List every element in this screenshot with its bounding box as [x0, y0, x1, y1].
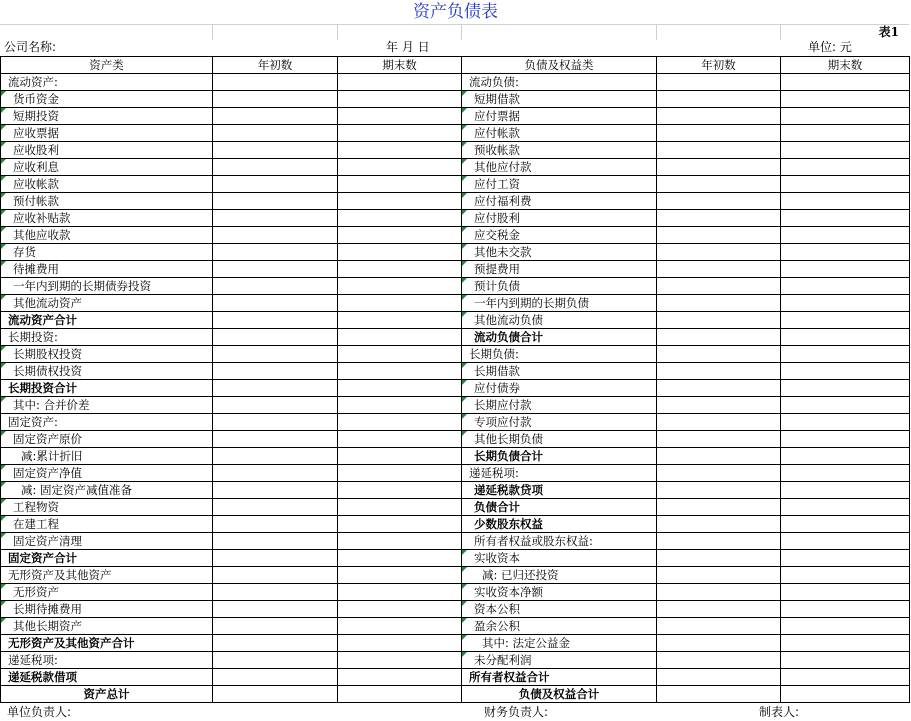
liability-begin-value[interactable]: [657, 91, 781, 108]
liability-begin-value[interactable]: [657, 244, 781, 261]
asset-item-label: 固定资产合计: [1, 550, 213, 567]
table-row: [1, 312, 910, 329]
asset-begin-value[interactable]: [213, 635, 338, 652]
asset-item-label: 固定资产清理: [1, 533, 213, 550]
asset-item-label: 存货: [1, 244, 213, 261]
liability-begin-value[interactable]: [657, 686, 781, 703]
asset-item-label: 长期债权投资: [1, 363, 213, 380]
asset-item-label: 货币资金: [1, 91, 213, 108]
liability-item-label: 未分配利润: [462, 652, 657, 669]
table-row: [1, 431, 910, 448]
asset-item-label: 其中: 合并价差: [1, 397, 213, 414]
liability-item-label: 长期负债合计: [462, 448, 657, 465]
liability-item-label: 其他应付款: [462, 159, 657, 176]
asset-begin-value[interactable]: [213, 618, 338, 635]
table-row: [1, 482, 910, 499]
asset-begin-value[interactable]: [213, 261, 338, 278]
asset-item-label: 工程物资: [1, 499, 213, 516]
liability-begin-value[interactable]: [657, 261, 781, 278]
asset-item-label: 待摊费用: [1, 261, 213, 278]
asset-begin-value[interactable]: [213, 329, 338, 346]
asset-end-value[interactable]: [338, 584, 462, 601]
table-row: [1, 176, 910, 193]
table-row: [1, 329, 910, 346]
liability-end-value[interactable]: [781, 312, 910, 329]
liability-begin-value[interactable]: [657, 652, 781, 669]
liability-end-value[interactable]: [781, 584, 910, 601]
liability-end-value[interactable]: [781, 550, 910, 567]
liability-end-value[interactable]: [781, 482, 910, 499]
footer-preparer: 制表人:: [759, 705, 800, 719]
asset-end-value[interactable]: [338, 380, 462, 397]
liability-item-label: 所有者权益或股东权益:: [462, 533, 657, 550]
liability-end-value[interactable]: [781, 397, 910, 414]
asset-item-label: 固定资产原价: [1, 431, 213, 448]
table-row: [1, 584, 910, 601]
unit-label: 单位: 元: [808, 40, 852, 54]
col-header-assets: 资产类: [1, 57, 213, 74]
table-row: [1, 567, 910, 584]
liability-item-label: 应付票据: [462, 108, 657, 125]
liability-end-value[interactable]: [781, 193, 910, 210]
asset-item-label: 长期投资:: [1, 329, 213, 346]
asset-begin-value[interactable]: [213, 601, 338, 618]
liability-end-value[interactable]: [781, 244, 910, 261]
table-row: [1, 448, 910, 465]
asset-item-label: 资产总计: [1, 686, 213, 703]
liability-end-value[interactable]: [781, 363, 910, 380]
table-row: [1, 261, 910, 278]
table-row: [1, 465, 910, 482]
liability-end-value[interactable]: [781, 74, 910, 91]
table-row: [1, 533, 910, 550]
col-header-begin-liab: 年初数: [657, 57, 781, 74]
asset-end-value[interactable]: [338, 74, 462, 91]
asset-item-label: 无形资产: [1, 584, 213, 601]
asset-begin-value[interactable]: [213, 380, 338, 397]
liability-begin-value[interactable]: [657, 142, 781, 159]
liability-item-label: 递延税款贷项: [462, 482, 657, 499]
asset-begin-value[interactable]: [213, 210, 338, 227]
asset-end-value[interactable]: [338, 227, 462, 244]
liability-end-value[interactable]: [781, 227, 910, 244]
table-row: [1, 159, 910, 176]
liability-begin-value[interactable]: [657, 312, 781, 329]
asset-item-label: 流动资产合计: [1, 312, 213, 329]
table-row: [1, 142, 910, 159]
liability-begin-value[interactable]: [657, 295, 781, 312]
liability-item-label: 盈余公积: [462, 618, 657, 635]
asset-end-value[interactable]: [338, 210, 462, 227]
asset-item-label: 应收票据: [1, 125, 213, 142]
liability-begin-value[interactable]: [657, 380, 781, 397]
asset-item-label: 预付帐款: [1, 193, 213, 210]
asset-end-value[interactable]: [338, 397, 462, 414]
table-row: [1, 635, 910, 652]
liability-item-label: 长期借款: [462, 363, 657, 380]
asset-end-value[interactable]: [338, 176, 462, 193]
liability-item-label: 递延税项:: [462, 465, 657, 482]
liability-begin-value[interactable]: [657, 363, 781, 380]
asset-end-value[interactable]: [338, 618, 462, 635]
liability-item-label: 应付工资: [462, 176, 657, 193]
liability-item-label: 预收帐款: [462, 142, 657, 159]
liability-item-label: 长期应付款: [462, 397, 657, 414]
asset-end-value[interactable]: [338, 516, 462, 533]
asset-item-label: 其他流动资产: [1, 295, 213, 312]
col-header-end-liab: 期末数: [781, 57, 910, 74]
liability-end-value[interactable]: [781, 686, 910, 703]
liability-item-label: 负债及权益合计: [462, 686, 657, 703]
liability-item-label: 专项应付款: [462, 414, 657, 431]
asset-end-value[interactable]: [338, 125, 462, 142]
liability-item-label: 资本公积: [462, 601, 657, 618]
asset-end-value[interactable]: [338, 159, 462, 176]
blank-grid-row: [0, 24, 909, 40]
asset-begin-value[interactable]: [213, 278, 338, 295]
liability-begin-value[interactable]: [657, 448, 781, 465]
table-row: [1, 550, 910, 567]
liability-item-label: 其他未交款: [462, 244, 657, 261]
liability-item-label: 流动负债:: [462, 74, 657, 91]
asset-begin-value[interactable]: [213, 397, 338, 414]
header-row: [1, 57, 910, 74]
asset-item-label: 应收股利: [1, 142, 213, 159]
liability-end-value[interactable]: [781, 261, 910, 278]
table-row: [1, 125, 910, 142]
liability-end-value[interactable]: [781, 448, 910, 465]
col-header-end-assets: 期末数: [338, 57, 462, 74]
liability-begin-value[interactable]: [657, 550, 781, 567]
asset-item-label: 其他长期资产: [1, 618, 213, 635]
asset-item-label: 应收补贴款: [1, 210, 213, 227]
table-row: [1, 499, 910, 516]
liability-begin-value[interactable]: [657, 499, 781, 516]
liability-begin-value[interactable]: [657, 397, 781, 414]
asset-begin-value[interactable]: [213, 431, 338, 448]
asset-end-value[interactable]: [338, 193, 462, 210]
liability-begin-value[interactable]: [657, 567, 781, 584]
liability-begin-value[interactable]: [657, 125, 781, 142]
asset-item-label: 长期投资合计: [1, 380, 213, 397]
asset-item-label: 减: 固定资产减值准备: [1, 482, 213, 499]
table-row: [1, 227, 910, 244]
asset-end-value[interactable]: [338, 278, 462, 295]
asset-begin-value[interactable]: [213, 108, 338, 125]
asset-end-value[interactable]: [338, 533, 462, 550]
asset-item-label: 长期股权投资: [1, 346, 213, 363]
liability-end-value[interactable]: [781, 601, 910, 618]
asset-end-value[interactable]: [338, 550, 462, 567]
asset-end-value[interactable]: [338, 499, 462, 516]
liability-item-label: 负债合计: [462, 499, 657, 516]
table-row: [1, 295, 910, 312]
liability-item-label: 其中: 法定公益金: [462, 635, 657, 652]
liability-begin-value[interactable]: [657, 465, 781, 482]
asset-end-value[interactable]: [338, 431, 462, 448]
table-row: [1, 363, 910, 380]
asset-item-label: 无形资产及其他资产合计: [1, 635, 213, 652]
table-row: [1, 652, 910, 669]
asset-begin-value[interactable]: [213, 499, 338, 516]
liability-end-value[interactable]: [781, 669, 910, 686]
table-row: [1, 397, 910, 414]
liability-end-value[interactable]: [781, 465, 910, 482]
asset-begin-value[interactable]: [213, 567, 338, 584]
table-row: [1, 108, 910, 125]
liability-end-value[interactable]: [781, 652, 910, 669]
liability-end-value[interactable]: [781, 414, 910, 431]
liability-item-label: 少数股东权益: [462, 516, 657, 533]
asset-begin-value[interactable]: [213, 448, 338, 465]
asset-item-label: 在建工程: [1, 516, 213, 533]
liability-item-label: 应付股利: [462, 210, 657, 227]
asset-begin-value[interactable]: [213, 584, 338, 601]
balance-sheet-table: [0, 56, 910, 703]
liability-end-value[interactable]: [781, 125, 910, 142]
asset-begin-value[interactable]: [213, 295, 338, 312]
liability-end-value[interactable]: [781, 210, 910, 227]
liability-item-label: 预提费用: [462, 261, 657, 278]
asset-item-label: 递延税项:: [1, 652, 213, 669]
asset-item-label: 流动资产:: [1, 74, 213, 91]
asset-begin-value[interactable]: [213, 550, 338, 567]
liability-item-label: 应付福利费: [462, 193, 657, 210]
table-row: [1, 210, 910, 227]
table-row: [1, 414, 910, 431]
asset-begin-value[interactable]: [213, 465, 338, 482]
col-header-begin-assets: 年初数: [213, 57, 338, 74]
liability-end-value[interactable]: [781, 278, 910, 295]
liability-end-value[interactable]: [781, 499, 910, 516]
asset-begin-value[interactable]: [213, 125, 338, 142]
asset-begin-value[interactable]: [213, 686, 338, 703]
asset-end-value[interactable]: [338, 295, 462, 312]
asset-end-value[interactable]: [338, 312, 462, 329]
col-header-liabilities: 负债及权益类: [462, 57, 657, 74]
liability-begin-value[interactable]: [657, 431, 781, 448]
table-row: [1, 618, 910, 635]
asset-begin-value[interactable]: [213, 74, 338, 91]
asset-begin-value[interactable]: [213, 142, 338, 159]
liability-begin-value[interactable]: [657, 227, 781, 244]
liability-item-label: 流动负债合计: [462, 329, 657, 346]
liability-item-label: 实收资本净额: [462, 584, 657, 601]
liability-end-value[interactable]: [781, 618, 910, 635]
asset-item-label: 应收利息: [1, 159, 213, 176]
liability-item-label: 应交税金: [462, 227, 657, 244]
asset-end-value[interactable]: [338, 329, 462, 346]
liability-item-label: 其他长期负债: [462, 431, 657, 448]
liability-begin-value[interactable]: [657, 669, 781, 686]
liability-item-label: 长期负债:: [462, 346, 657, 363]
table-row: [1, 380, 910, 397]
asset-end-value[interactable]: [338, 244, 462, 261]
liability-end-value[interactable]: [781, 159, 910, 176]
liability-begin-value[interactable]: [657, 414, 781, 431]
company-name-label: 公司名称:: [4, 40, 57, 54]
asset-item-label: 短期投资: [1, 108, 213, 125]
liability-end-value[interactable]: [781, 516, 910, 533]
asset-item-label: 无形资产及其他资产: [1, 567, 213, 584]
table-row: [1, 74, 910, 91]
table-row: [1, 516, 910, 533]
asset-item-label: 长期待摊费用: [1, 601, 213, 618]
liability-item-label: 预计负债: [462, 278, 657, 295]
footer-unit-head: 单位负责人:: [7, 705, 72, 719]
liability-item-label: 应付帐款: [462, 125, 657, 142]
asset-begin-value[interactable]: [213, 193, 338, 210]
asset-end-value[interactable]: [338, 652, 462, 669]
asset-item-label: 固定资产净值: [1, 465, 213, 482]
date-label: 年 月 日: [386, 40, 430, 54]
liability-end-value[interactable]: [781, 329, 910, 346]
asset-end-value[interactable]: [338, 465, 462, 482]
liability-end-value[interactable]: [781, 108, 910, 125]
asset-item-label: 固定资产:: [1, 414, 213, 431]
liability-end-value[interactable]: [781, 91, 910, 108]
asset-begin-value[interactable]: [213, 91, 338, 108]
liability-begin-value[interactable]: [657, 176, 781, 193]
asset-begin-value[interactable]: [213, 312, 338, 329]
liability-end-value[interactable]: [781, 380, 910, 397]
asset-begin-value[interactable]: [213, 176, 338, 193]
liability-begin-value[interactable]: [657, 601, 781, 618]
footer-finance-head: 财务负责人:: [484, 705, 549, 719]
asset-end-value[interactable]: [338, 142, 462, 159]
asset-begin-value[interactable]: [213, 159, 338, 176]
asset-end-value[interactable]: [338, 108, 462, 125]
liability-begin-value[interactable]: [657, 193, 781, 210]
asset-end-value[interactable]: [338, 414, 462, 431]
asset-item-label: 减:累计折旧: [1, 448, 213, 465]
asset-item-label: 其他应收款: [1, 227, 213, 244]
liability-item-label: 应付债券: [462, 380, 657, 397]
liability-item-label: 所有者权益合计: [462, 669, 657, 686]
liability-begin-value[interactable]: [657, 159, 781, 176]
liability-begin-value[interactable]: [657, 278, 781, 295]
asset-begin-value[interactable]: [213, 346, 338, 363]
asset-end-value[interactable]: [338, 261, 462, 278]
asset-end-value[interactable]: [338, 635, 462, 652]
liability-end-value[interactable]: [781, 176, 910, 193]
table-row: [1, 244, 910, 261]
liability-end-value[interactable]: [781, 431, 910, 448]
table-row: [1, 686, 910, 703]
liability-item-label: 一年内到期的长期负债: [462, 295, 657, 312]
asset-item-label: 应收帐款: [1, 176, 213, 193]
table-row: [1, 193, 910, 210]
asset-end-value[interactable]: [338, 91, 462, 108]
asset-begin-value[interactable]: [213, 414, 338, 431]
liability-end-value[interactable]: [781, 567, 910, 584]
asset-begin-value[interactable]: [213, 669, 338, 686]
liability-begin-value[interactable]: [657, 635, 781, 652]
asset-end-value[interactable]: [338, 363, 462, 380]
asset-item-label: 递延税款借项: [1, 669, 213, 686]
table-row: [1, 278, 910, 295]
liability-end-value[interactable]: [781, 346, 910, 363]
table-row: [1, 91, 910, 108]
table-row: [1, 669, 910, 686]
liability-begin-value[interactable]: [657, 516, 781, 533]
liability-end-value[interactable]: [781, 295, 910, 312]
asset-begin-value[interactable]: [213, 533, 338, 550]
asset-begin-value[interactable]: [213, 227, 338, 244]
table-number: 表1: [878, 25, 899, 39]
asset-end-value[interactable]: [338, 601, 462, 618]
liability-begin-value[interactable]: [657, 346, 781, 363]
liability-item-label: 实收资本: [462, 550, 657, 567]
asset-begin-value[interactable]: [213, 516, 338, 533]
asset-begin-value[interactable]: [213, 652, 338, 669]
liability-item-label: 短期借款: [462, 91, 657, 108]
asset-end-value[interactable]: [338, 669, 462, 686]
asset-item-label: 一年内到期的长期债券投资: [1, 278, 213, 295]
liability-item-label: 其他流动负债: [462, 312, 657, 329]
table-row: [1, 601, 910, 618]
liability-end-value[interactable]: [781, 635, 910, 652]
liability-begin-value[interactable]: [657, 584, 781, 601]
asset-end-value[interactable]: [338, 448, 462, 465]
asset-begin-value[interactable]: [213, 363, 338, 380]
asset-end-value[interactable]: [338, 346, 462, 363]
liability-begin-value[interactable]: [657, 618, 781, 635]
liability-begin-value[interactable]: [657, 210, 781, 227]
table-row: [1, 346, 910, 363]
liability-begin-value[interactable]: [657, 108, 781, 125]
liability-end-value[interactable]: [781, 533, 910, 550]
liability-end-value[interactable]: [781, 142, 910, 159]
liability-begin-value[interactable]: [657, 482, 781, 499]
liability-begin-value[interactable]: [657, 74, 781, 91]
sheet-title: 资产负债表: [413, 2, 498, 22]
liability-item-label: 减: 已归还投资: [462, 567, 657, 584]
asset-begin-value[interactable]: [213, 482, 338, 499]
asset-end-value[interactable]: [338, 482, 462, 499]
asset-begin-value[interactable]: [213, 244, 338, 261]
liability-begin-value[interactable]: [657, 329, 781, 346]
asset-end-value[interactable]: [338, 686, 462, 703]
asset-end-value[interactable]: [338, 567, 462, 584]
liability-begin-value[interactable]: [657, 533, 781, 550]
